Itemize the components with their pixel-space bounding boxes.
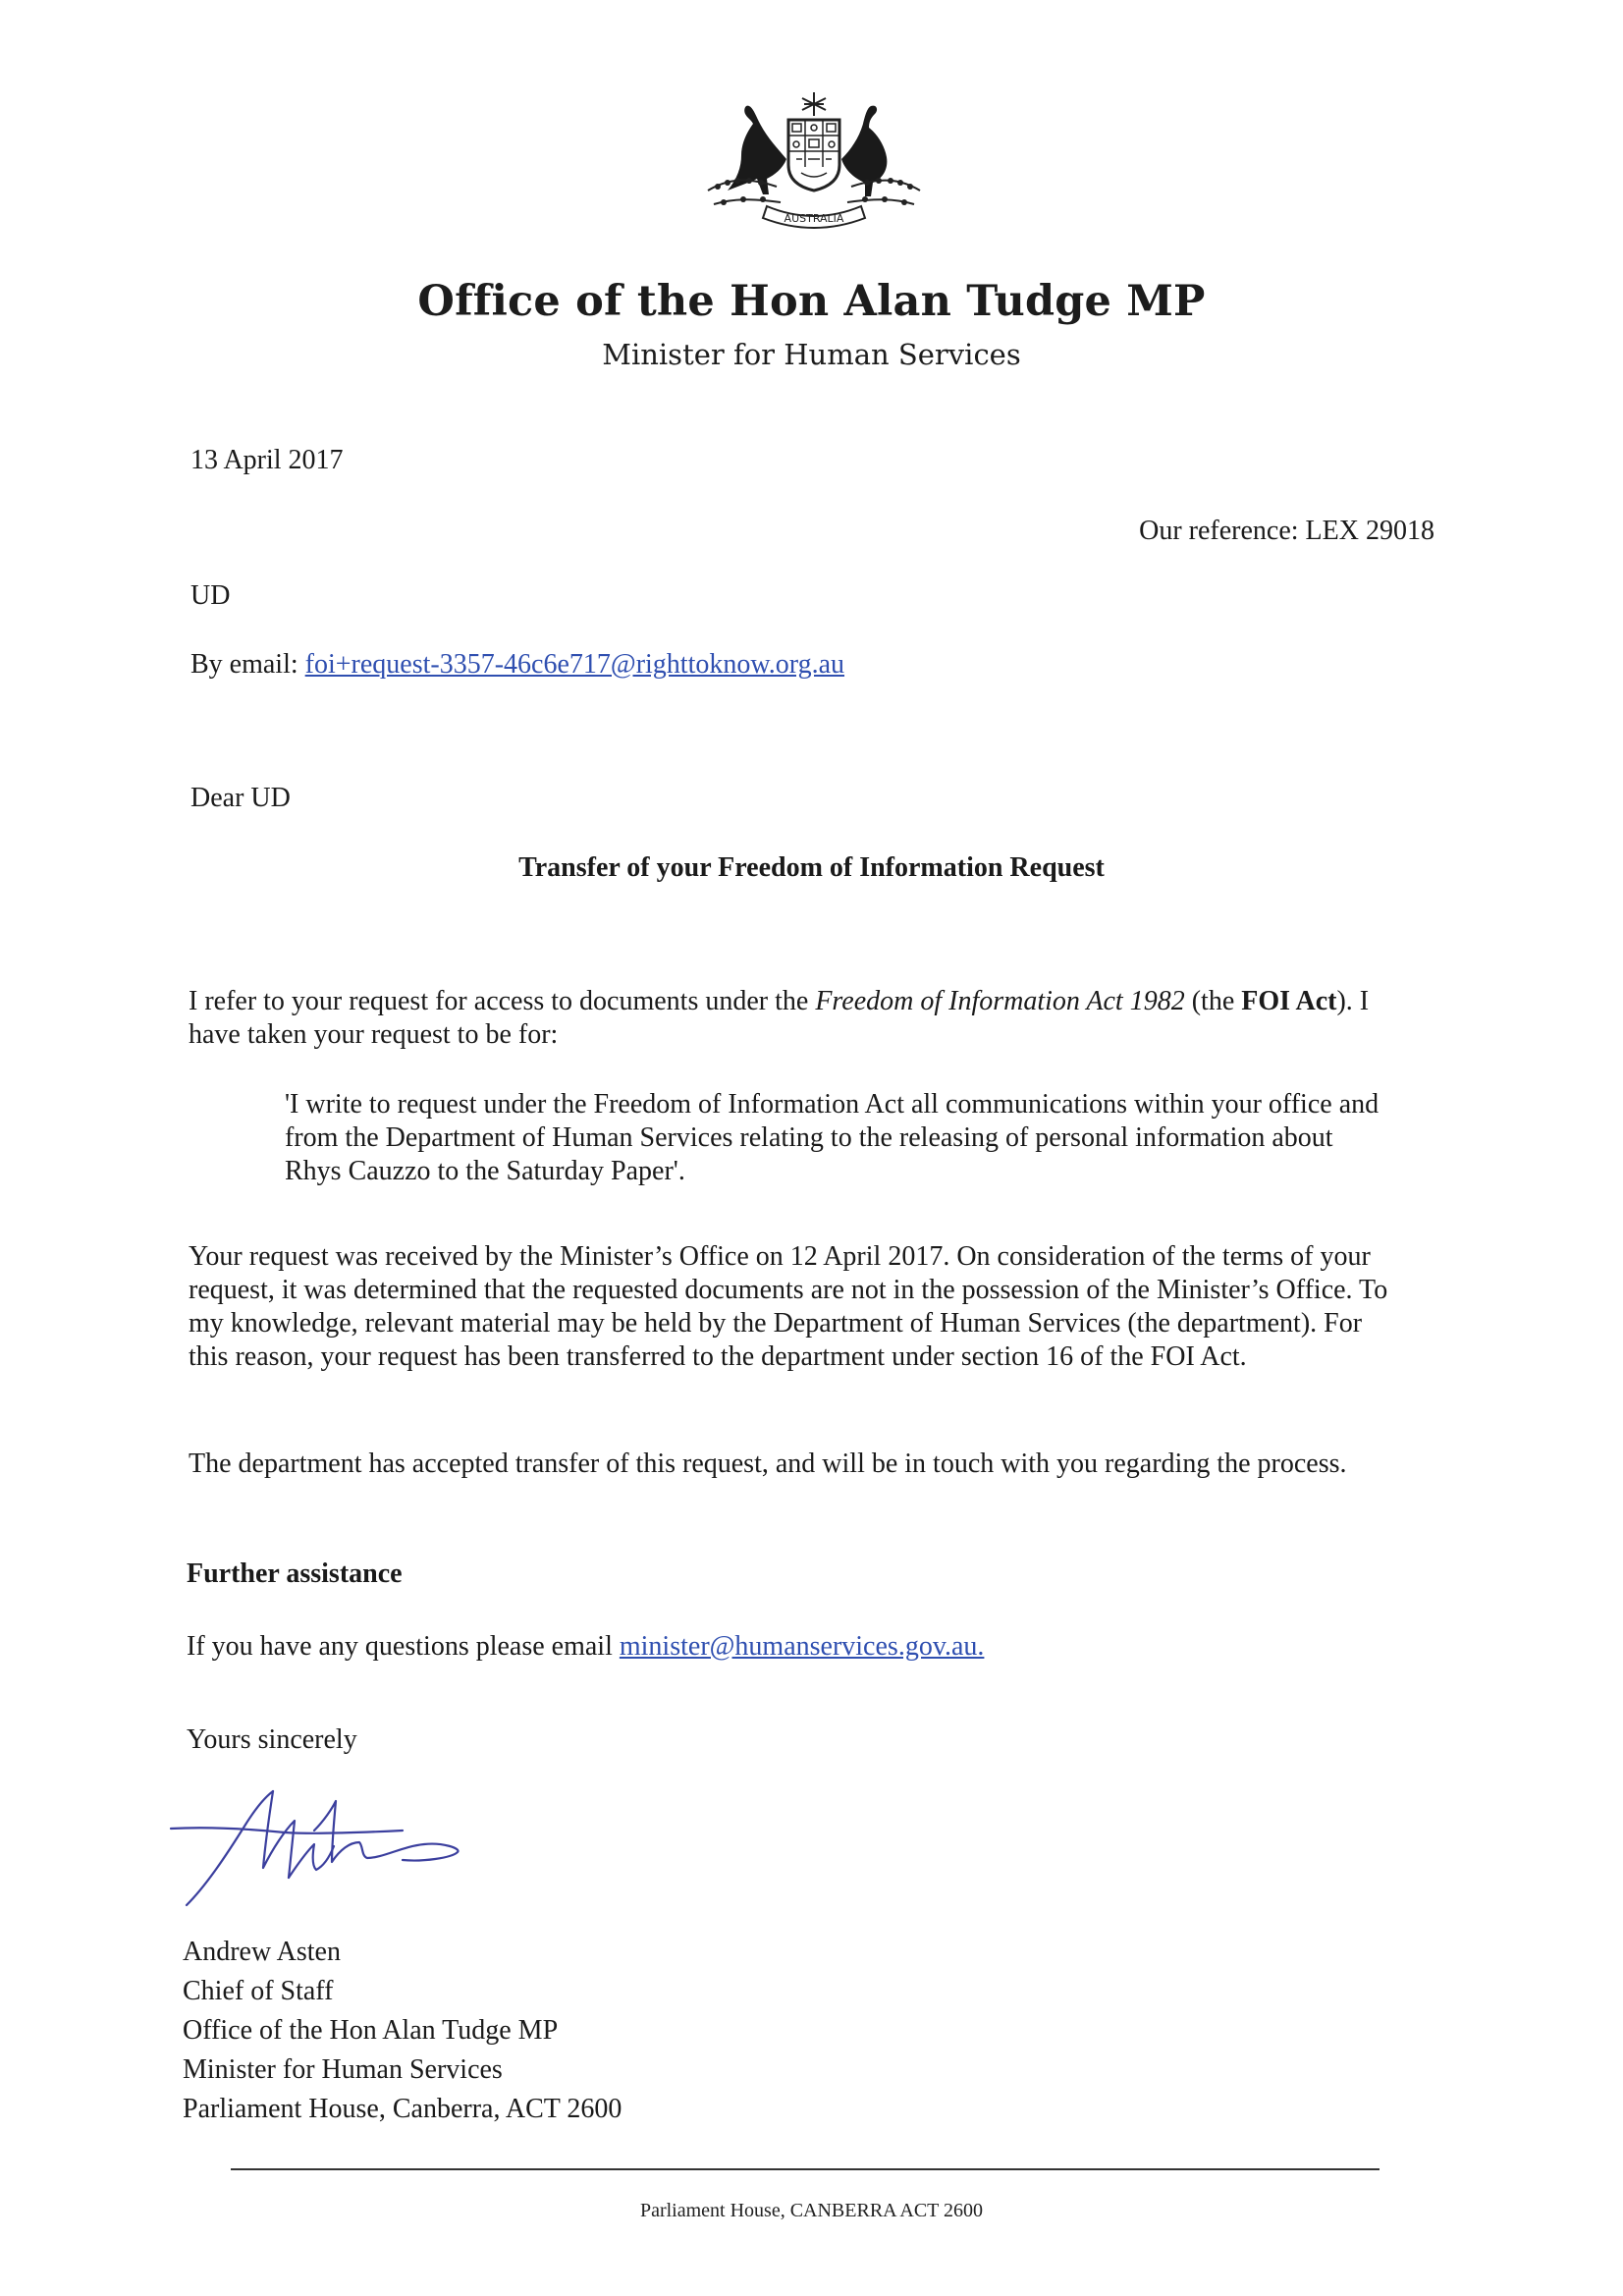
paragraph-request [189,985,1406,1052]
signatory-name: Andrew Asten [183,1937,341,1967]
further-assistance-heading: Further assistance [187,1558,403,1589]
para1-text-b: (the [1184,986,1242,1016]
our-reference: Our reference: LEX 29018 [1139,516,1434,546]
handwritten-signature [167,1787,520,1915]
by-email-line [190,648,844,682]
contact-prefix: If you have any questions please email [187,1631,620,1662]
subject-heading: Transfer of your Freedom of Information Request [518,852,1105,883]
signature-block [183,1933,622,2129]
paragraph-transfer: Your request was received by the Minister’s Office on 12 April 2017. On consideration of the terms of your request, it was determined that the requested documents are not in the possession of the Minister’s Office. To my knowledge, relevant material may be held by the Department of Human Services (the department). For this reason, your request has been transferred to the department under section 16 of the FOI Act. [189,1241,1388,1372]
by-email-label: By email: [190,649,305,680]
coat-of-arms-crest [698,88,930,236]
paragraph-accepted: The department has accepted transfer of this request, and will be in touch with you regarding the process. [189,1449,1347,1479]
quoted-request: 'I write to request under the Freedom of Information Act all communications within your office and from the Department of Human Services relating to the releasing of personal information about Rhys Cauzzo to the Saturday Paper'. [285,1089,1380,1186]
para1-text-c: ). I have taken your request to be for: [189,986,1370,1050]
paragraph-contact [187,1630,1404,1664]
office-title: Office of the Hon Alan Tudge MP [417,277,1206,326]
minister-email-link[interactable]: minister@humanservices.gov.au. [619,1631,985,1662]
signatory-portfolio: Minister for Human Services [183,2054,503,2085]
foi-act-term: FOI Act [1241,986,1337,1016]
closing: Yours sincerely [187,1724,357,1755]
office-subtitle: Minister for Human Services [602,338,1021,371]
letter-date: 13 April 2017 [190,445,344,475]
salutation: Dear UD [190,783,291,813]
footer-address: Parliament House, CANBERRA ACT 2600 [639,2200,984,2221]
footer-divider [231,2168,1380,2170]
para1-text-a: I refer to your request for access to documents under the [189,986,816,1016]
crest-scroll-text: AUSTRALIA [784,212,844,225]
addressee: UD [190,580,231,611]
recipient-email-link[interactable]: foi+request-3357-46c6e717@righttoknow.org.au [304,649,845,680]
signatory-title: Chief of Staff [183,1976,334,2006]
act-title: Freedom of Information Act 1982 [815,986,1185,1016]
signatory-address: Parliament House, Canberra, ACT 2600 [183,2094,622,2124]
signatory-office: Office of the Hon Alan Tudge MP [183,2015,559,2046]
